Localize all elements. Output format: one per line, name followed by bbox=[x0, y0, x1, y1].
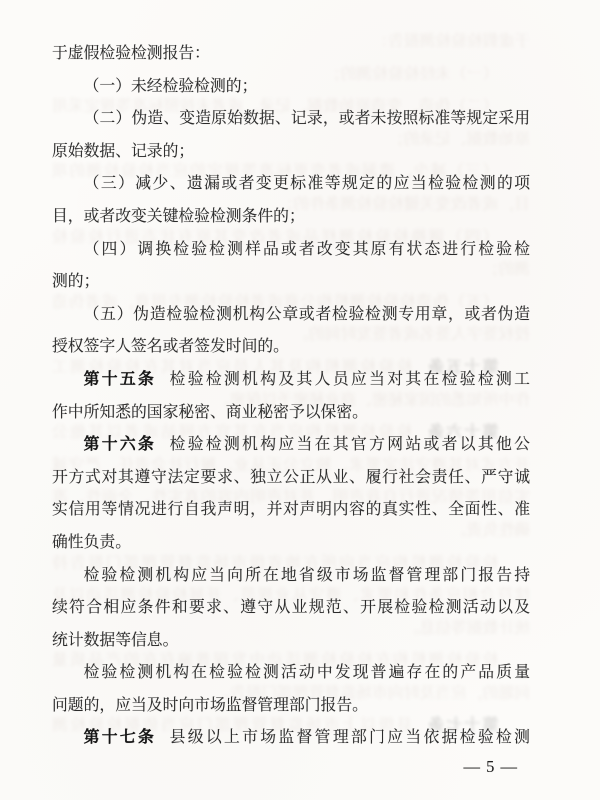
paragraph-line: 于虚假检验检测报告： bbox=[372, 33, 530, 50]
paragraph-line: 实信用等情况进行自我声明，并对声明内容的真实性、全面性、准 bbox=[52, 489, 530, 507]
paragraph-line: （五）伪造检验检测机构公章或者检验检测专用章，或者伪造 bbox=[83, 305, 530, 323]
paragraph-line: 于虚假检验检测报告： bbox=[52, 45, 210, 62]
paragraph-line: 检验检测机构在检验检测活动中发现普遍存在的产品质量 bbox=[52, 652, 499, 670]
paragraph-line: （四）调换检验检测样品或者改变其原有状态进行检验检 bbox=[52, 228, 499, 246]
paragraph-line: 第十七条县级以上市场监督管理部门应当依据检验检测 bbox=[52, 717, 499, 735]
paragraph-line: （三）减少、遗漏或者变更标准等规定的应当检验检测的项 bbox=[83, 175, 530, 193]
paragraph-line: 作中所知悉的国家秘密、商业秘密予以保密。 bbox=[52, 403, 368, 421]
paragraph-line: （四）调换检验检测样品或者改变其原有状态进行检验检 bbox=[83, 240, 530, 258]
paragraph-line: 续符合相应条件和要求、遵守从业规范、开展检验检测活动以及 bbox=[52, 587, 530, 605]
paragraph-line: 授权签字人签名或者签发时间的。 bbox=[52, 338, 289, 356]
article-number: 第十七条 bbox=[83, 729, 157, 747]
paragraph-line: 作中所知悉的国家秘密、商业秘密予以保密。 bbox=[214, 391, 530, 409]
paragraph-line: 统计数据等信息。 bbox=[403, 619, 530, 637]
paragraph-line: 实信用等情况进行自我声明，并对声明内容的真实性、全面性、准 bbox=[52, 501, 530, 519]
article-number: 第十六条 bbox=[83, 436, 157, 454]
paragraph-line: 第十六条检验检测机构应当在其官方网站或者以其他公 bbox=[52, 424, 499, 442]
page-number: — 5 — bbox=[463, 757, 518, 776]
paragraph-line: 确性负责。 bbox=[451, 521, 530, 539]
paragraph-line: 统计数据等信息。 bbox=[52, 631, 179, 649]
paragraph-line: 原始数据、记录的； bbox=[387, 130, 530, 148]
paragraph-line: 授权签字人签名或者签发时间的。 bbox=[293, 326, 530, 344]
paragraph-line: 问题的，应当及时向市场监督管理部门报告。 bbox=[52, 696, 368, 714]
paragraph-line: 检验检测机构应当向所在地省级市场监督管理部门报告持 bbox=[52, 554, 499, 572]
document-body bbox=[52, 38, 530, 755]
paragraph-line: 问题的，应当及时向市场监督管理部门报告。 bbox=[214, 684, 530, 702]
paragraph-line: 原始数据、记录的； bbox=[52, 142, 195, 160]
paragraph-line: （五）伪造检验检测机构公章或者检验检测专用章，或者伪造 bbox=[52, 293, 499, 311]
article-number: 第十七条 bbox=[425, 717, 499, 735]
paragraph-line: 目，或者改变关键检验检测条件的； bbox=[52, 207, 305, 225]
paragraph-line: 第十五条检验检测机构及其人员应当对其在检验检测工 bbox=[52, 358, 499, 376]
paragraph-line: 第十七条 县级以上市场监督管理部门应当依据检验检测 bbox=[83, 729, 530, 747]
paragraph-line: 开方式对其遵守法定要求、独立公正从业、履行社会责任、严守诚 bbox=[52, 468, 530, 486]
paragraph-line: 续符合相应条件和要求、遵守从业规范、开展检验检测活动以及 bbox=[52, 599, 530, 617]
article-number: 第十五条 bbox=[425, 358, 499, 376]
paragraph-line: （一）未经检验检测的； bbox=[324, 65, 499, 83]
article-number: 第十六条 bbox=[425, 424, 499, 442]
paragraph-line: （二）伪造、变造原始数据、记录，或者未按照标准等规定采用 bbox=[83, 110, 530, 128]
paragraph-line: 检验检测机构在检验检测活动中发现普遍存在的产品质量 bbox=[83, 664, 530, 682]
paragraph-line: （一）未经检验检测的； bbox=[83, 77, 258, 95]
paragraph-line: 测的； bbox=[52, 273, 100, 291]
paragraph-line: 测的； bbox=[482, 261, 530, 279]
paragraph-line: （二）伪造、变造原始数据、记录，或者未按照标准等规定采用 bbox=[52, 98, 499, 116]
article-number: 第十五条 bbox=[83, 370, 157, 388]
paragraph-line: 确性负责。 bbox=[52, 533, 131, 551]
paragraph-line: 目，或者改变关键检验检测条件的； bbox=[277, 195, 530, 213]
paragraph-line: 检验检测机构应当向所在地省级市场监督管理部门报告持 bbox=[83, 566, 530, 584]
paragraph-line: 开方式对其遵守法定要求、独立公正从业、履行社会责任、严守诚 bbox=[52, 456, 530, 474]
paragraph-line: 第十六条 检验检测机构应当在其官方网站或者以其他公 bbox=[83, 436, 530, 454]
paragraph-line: 第十五条 检验检测机构及其人员应当对其在检验检测工 bbox=[83, 370, 530, 388]
paragraph-line: （三）减少、遗漏或者变更标准等规定的应当检验检测的项 bbox=[52, 163, 499, 181]
